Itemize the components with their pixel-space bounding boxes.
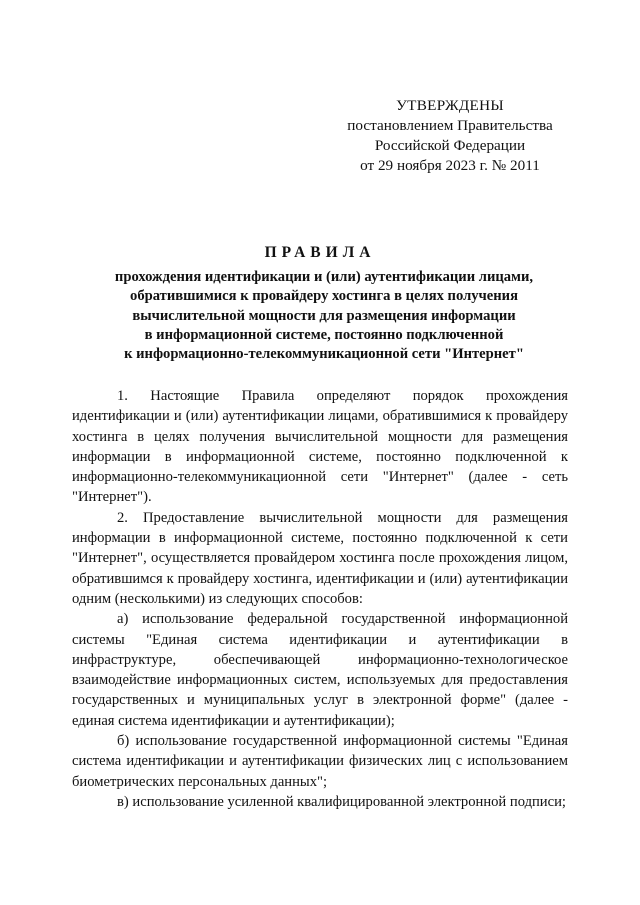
approval-line-resolution: постановлением Правительства [347,117,553,134]
approval-line-government: Российской Федерации [374,137,526,154]
paragraph-2 [72,508,568,609]
subitem-v [72,792,568,812]
subtitle-line: в информационной системе, постоянно подключенной [144,326,504,343]
document-title: ПРАВИЛА [264,244,376,261]
approval-block [330,96,570,176]
subitem-text: использование государственной информационной системы "Единая система идентификации и аутентификации физических лиц с использованием биометрических персональных данных"; [72,733,568,790]
subtitle-line: обратившимися к провайдеру хостинга в целях получения [130,288,518,305]
subitem-a [72,609,568,731]
subtitle-line: к информационно-телекоммуникационной сети "Интернет" [124,346,524,363]
subitem-letter: б) [117,733,130,750]
paragraph-number: 2. [117,509,128,526]
paragraph-text: Настоящие Правила определяют порядок прохождения идентификации и (или) аутентификации лицами, обратившимися к провайдеру хостинга в целях получения вычислительной мощности для размещения информации в информационной системе, постоянно подключенной к информационно-телекоммуникационной сети "Интернет" (далее - сеть "Интернет"). [72,388,568,506]
paragraph-1 [72,386,568,508]
paragraph-text: Предоставление вычислительной мощности для размещения информации в информационной системе, постоянно подключенной к сети "Интернет", осуществляется провайдером хостинга после прохождения лицом, обратившимся к провайдеру хостинга, идентификации и (или) аутентификации одним (несколькими) из следующих способов: [72,509,568,607]
paragraph-number: 1. [117,388,128,404]
subitem-text: использование усиленной квалифицированной электронной подписи; [132,793,566,810]
subitem-letter: а) [117,611,129,628]
approval-heading: УТВЕРЖДЕНЫ [396,97,504,114]
document-subtitle [80,268,568,364]
document-body [72,386,568,812]
subtitle-line: прохождения идентификации и (или) аутентификации лицами, [114,269,534,285]
subitem-letter: в) [117,793,129,810]
subitem-text: использование федеральной государственной информационной системы "Единая система идентификации и аутентификации в инфраструктуре, обеспечивающей информационно-технологическое взаимодействие информационных систем, используемых для предоставления государственных и муниципальных услуг в электронной форме" (далее - единая система идентификации и аутентификации); [72,611,568,729]
subtitle-line: вычислительной мощности для размещения информации [132,307,516,324]
approval-line-date-number: от 29 ноября 2023 г. № 2011 [360,157,540,174]
subitem-b [72,731,568,792]
